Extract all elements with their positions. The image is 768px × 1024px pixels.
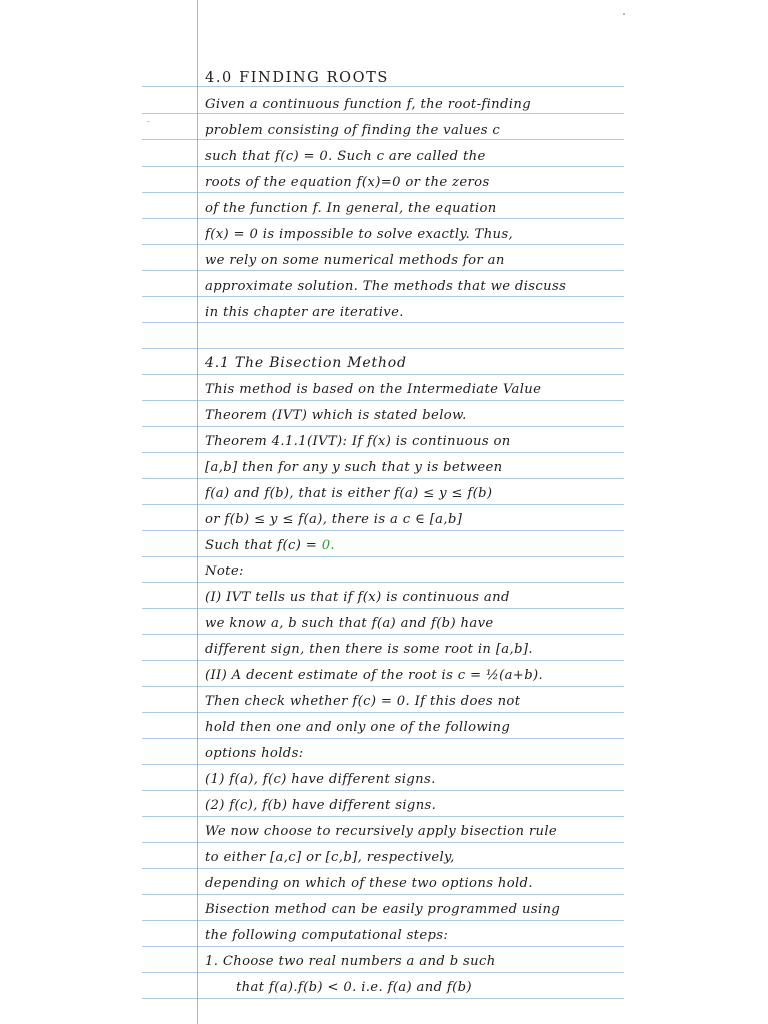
- rule-line: [142, 894, 624, 895]
- note-line: options holds:: [205, 746, 304, 761]
- text-line: of the function f. In general, the equation: [205, 201, 497, 216]
- section-heading-bisection-method: 4.1 The Bisection Method: [205, 355, 407, 371]
- rule-line: [142, 244, 624, 245]
- rule-line: [142, 868, 624, 869]
- note-line: (II) A decent estimate of the root is c = ½(a+b).: [205, 668, 544, 683]
- rule-line: [142, 270, 624, 271]
- note-line: to either [a,c] or [c,b], respectively,: [205, 850, 455, 865]
- rule-line: [142, 686, 624, 687]
- note-line: Then check whether f(c) = 0. If this does not: [205, 694, 521, 709]
- rule-line: [142, 374, 624, 375]
- such-that-text: Such that f(c) =: [205, 538, 322, 553]
- rule-line: [142, 946, 624, 947]
- note-label: Note:: [205, 564, 244, 579]
- text-line: f(a) and f(b), that is either f(a) ≤ y ≤ f(b): [205, 486, 493, 501]
- zero-value: 0.: [321, 538, 335, 553]
- text-line: Theorem (IVT) which is stated below.: [205, 408, 467, 423]
- rule-line: [142, 920, 624, 921]
- rule-line: [142, 530, 624, 531]
- text-line: such that f(c) = 0. Such c are called the: [205, 149, 486, 164]
- note-line: Bisection method can be easily programmed using: [205, 902, 561, 917]
- rule-line: [142, 348, 624, 349]
- step-continuation-line: that f(a).f(b) < 0. i.e. f(a) and f(b): [236, 980, 472, 995]
- text-line: f(x) = 0 is impossible to solve exactly. Thus,: [205, 227, 514, 242]
- note-line: We now choose to recursively apply bisection rule: [205, 824, 558, 839]
- rule-line: [142, 842, 624, 843]
- rule-line: [142, 634, 624, 635]
- rule-line: [142, 790, 624, 791]
- text-line: we rely on some numerical methods for an: [205, 253, 505, 268]
- text-line: in this chapter are iterative.: [205, 305, 404, 320]
- margin-line: [197, 0, 198, 1024]
- note-line: (I) IVT tells us that if f(x) is continuous and: [205, 590, 510, 605]
- text-line: problem consisting of finding the values c: [205, 123, 501, 138]
- rule-line: [142, 166, 624, 167]
- note-line: we know a, b such that f(a) and f(b) have: [205, 616, 494, 631]
- rule-line: [142, 218, 624, 219]
- option-line: (1) f(a), f(c) have different signs.: [205, 772, 436, 787]
- rule-line: [142, 400, 624, 401]
- rule-line: [142, 478, 624, 479]
- rule-line: [142, 608, 624, 609]
- text-line: This method is based on the Intermediate Value: [205, 382, 542, 397]
- text-line: or f(b) ≤ y ≤ f(a), there is a c ∈ [a,b]: [205, 512, 463, 527]
- rule-line: [142, 738, 624, 739]
- rule-line: [142, 712, 624, 713]
- rule-line: [142, 660, 624, 661]
- rule-line: [142, 296, 624, 297]
- note-line: the following computational steps:: [205, 928, 449, 943]
- rule-line: [142, 582, 624, 583]
- text-line: Given a continuous function f, the root-finding: [205, 97, 532, 112]
- rule-line: [142, 192, 624, 193]
- text-line-such-that: [205, 537, 625, 555]
- rule-line: [142, 504, 624, 505]
- rule-line: [142, 452, 624, 453]
- option-line: (2) f(c), f(b) have different signs.: [205, 798, 437, 813]
- text-line: approximate solution. The methods that we discuss: [205, 279, 567, 294]
- step-line: 1. Choose two real numbers a and b such: [205, 954, 496, 969]
- rule-line: [142, 556, 624, 557]
- text-line: [a,b] then for any y such that y is between: [205, 460, 503, 475]
- note-line: different sign, then there is some root in [a,b].: [205, 642, 533, 657]
- rule-line: [142, 972, 624, 973]
- section-heading-finding-roots: 4.0 FINDING ROOTS: [205, 70, 389, 86]
- rule-line: [142, 998, 624, 999]
- rule-line: [142, 426, 624, 427]
- note-line: hold then one and only one of the following: [205, 720, 511, 735]
- rule-line: [142, 816, 624, 817]
- theorem-line: Theorem 4.1.1(IVT): If f(x) is continuous on: [205, 434, 511, 449]
- ink-speck: [623, 13, 625, 15]
- note-line: depending on which of these two options hold.: [205, 876, 533, 891]
- rule-line: [142, 764, 624, 765]
- rule-line: [142, 322, 624, 323]
- text-line: roots of the equation f(x)=0 or the zeros: [205, 175, 490, 190]
- ink-speck: [147, 121, 150, 122]
